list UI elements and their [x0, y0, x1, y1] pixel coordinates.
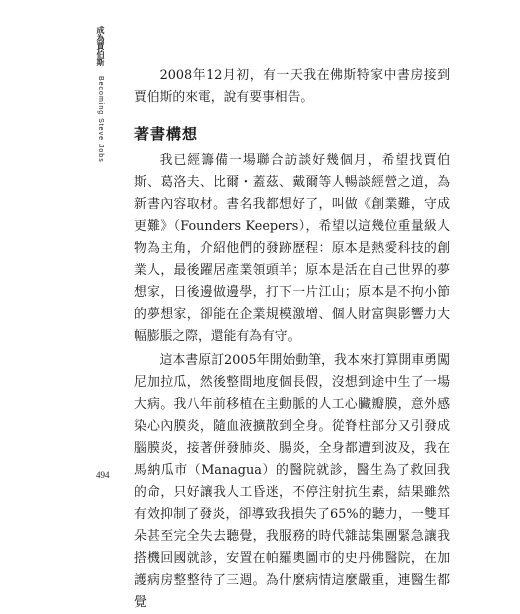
running-head-title: 成為賈伯斯: [96, 26, 105, 66]
page-number: 494: [96, 470, 110, 480]
body-paragraph-2: 這本書原訂2005年開始動筆，我本來打算開車勇闖尼加拉瓜，然後整間地度個長假，沒想到途中生了一場大病。我八年前移植在主動脈的人工心臟瓣膜，意外感染心內膜炎，隨血液擴散到全身。從脊柱部分又引發成腦膜炎，接著併發肺炎、腸炎，全身都遭到波及，我在馬納瓜市（Managua）的醫院就診，醫生為了救回我的命，只好讓我人工昏迷，不停注射抗生素，結果雖然有效抑制了發炎，卻導致我損失了65%的聽力，一雙耳朵甚至完全失去聽覺，我服務的時代雜誌集團緊急讓我搭機回國就診，安置在帕羅奧圖市的史丹佛醫院，在加護病房整整待了三週。為什麼病情這麼嚴重，連醫生都覺: [134, 353, 450, 610]
main-text-block: [134, 150, 450, 614]
intro-paragraph: 2008年12月初，有一天我在佛斯特家中書房接到賈伯斯的來電，說有要事相告。: [134, 68, 450, 105]
running-head-subtitle: Becoming Steve Jobs: [97, 75, 104, 163]
running-head: [95, 26, 106, 162]
section-heading: 著書構想: [134, 125, 199, 143]
body-paragraph-1: 我已經籌備一場聯合訪談好幾個月，希望找賈伯斯、葛洛夫、比爾・蓋茲、戴爾等人暢談經營之道，為新書內容取材。書名我都想好了，叫做《創業難，守成更難》（Founders Keepers），希望以這幾位重量級人物為主角，介紹他們的發跡歷程：原本是熱愛科技的創業人，最後躍居產業領頭羊；原本是活在自己世界的夢想家，日後邊做邊學，打下一片江山；原本是不拘小節的夢想家，卻能在企業規模激增、個人財富與影響力大幅膨脹之際，還能有為有守。: [134, 153, 450, 344]
intro-block: [134, 65, 450, 109]
